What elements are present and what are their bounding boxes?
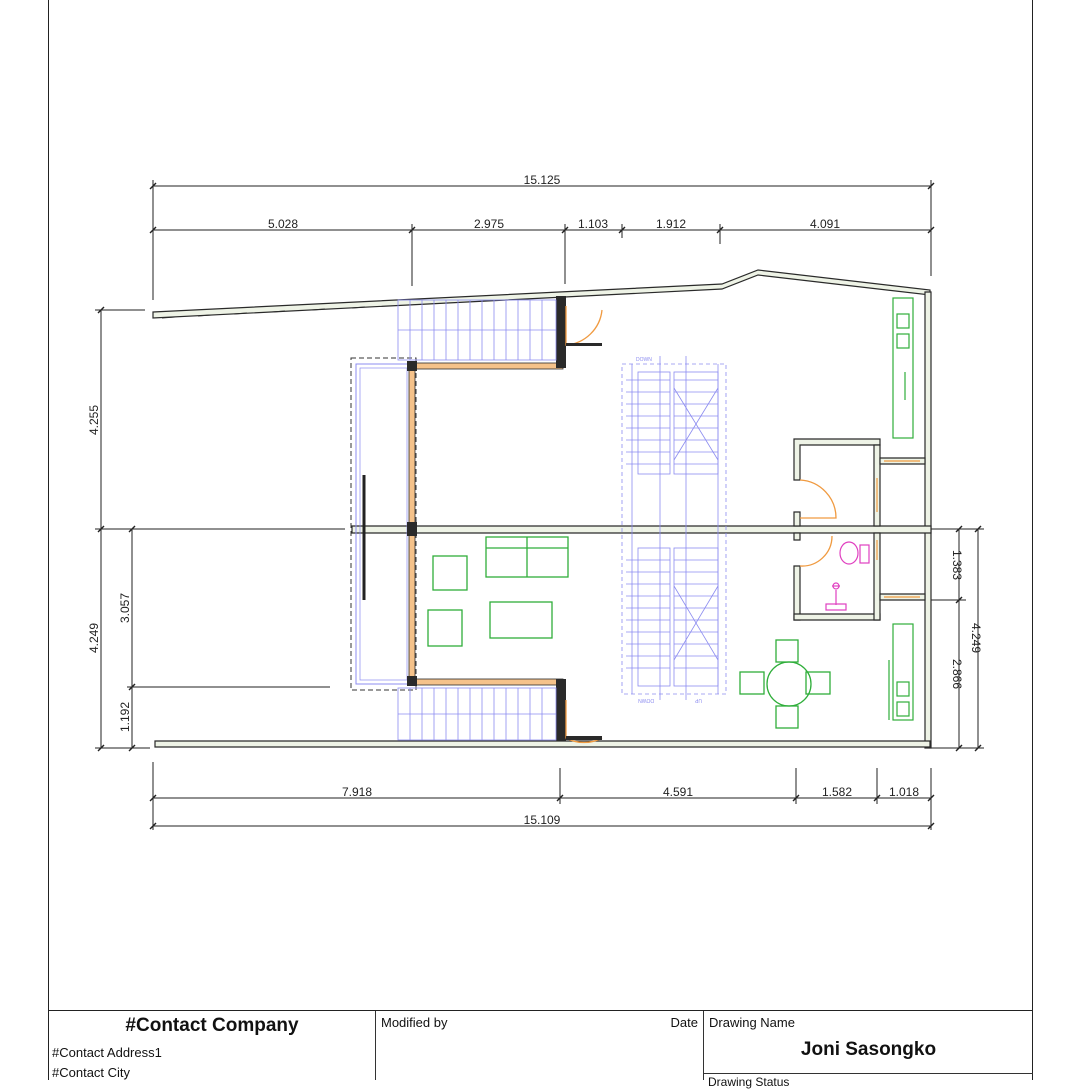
dim-right-overall: 4.249 [969,622,983,654]
dim-bottom-overall: 15.109 [523,813,561,827]
kitchen-counter-bottom [889,624,913,720]
company-city: #Contact City [52,1065,131,1080]
dimension-ticks [98,183,981,829]
dim-right-bottom: 2.866 [950,658,964,690]
stair-down-label: DOWN [636,357,652,363]
company-cell [48,1011,376,1080]
dim-top-segment: 2.975 [473,217,505,231]
dim-right-top: 1.383 [950,549,964,581]
dim-top-segment: 5.028 [267,217,299,231]
partition-walls [409,363,563,685]
dim-bottom-segment: 1.018 [888,785,920,799]
dim-bottom-segment: 7.918 [341,785,373,799]
company-address: #Contact Address1 [52,1045,162,1060]
dim-left-bottom: 1.192 [118,701,132,733]
stair-bottom-left [398,688,556,740]
dim-left-upper: 4.255 [87,404,101,436]
date-label: Date [670,1015,698,1030]
company-name: #Contact Company [125,1015,299,1036]
doors [566,306,602,743]
stair-top-left [398,300,556,360]
dim-left-lower: 4.249 [87,622,101,654]
toilet [826,542,869,610]
dimension-lines [95,180,984,830]
title-block [48,1010,1033,1089]
drawing-name-value: Joni Sasongko [800,1039,937,1060]
modified-cell [376,1011,704,1080]
kitchen-counter-top [893,298,913,438]
stair-down-label: DOWN [638,697,654,703]
service-doors [800,480,836,566]
dim-top-overall: 15.125 [523,173,561,187]
dim-top-segment: 4.091 [809,217,841,231]
dim-bottom-segment: 4.591 [662,785,694,799]
drawing-status-label: Drawing Status [704,1073,1033,1089]
living-set [428,537,568,646]
drawing-cell [704,1011,1033,1089]
dining-set [740,640,830,728]
modified-by-label: Modified by [381,1015,448,1030]
dim-top-segment: 1.912 [655,217,687,231]
balcony-frame [351,358,416,690]
dim-left-inner: 3.057 [118,592,132,624]
stair-up-label: UP [695,697,702,703]
drawing-name-label: Drawing Name [709,1015,795,1030]
dim-top-segment: 1.103 [577,217,609,231]
dim-bottom-segment: 1.582 [821,785,853,799]
